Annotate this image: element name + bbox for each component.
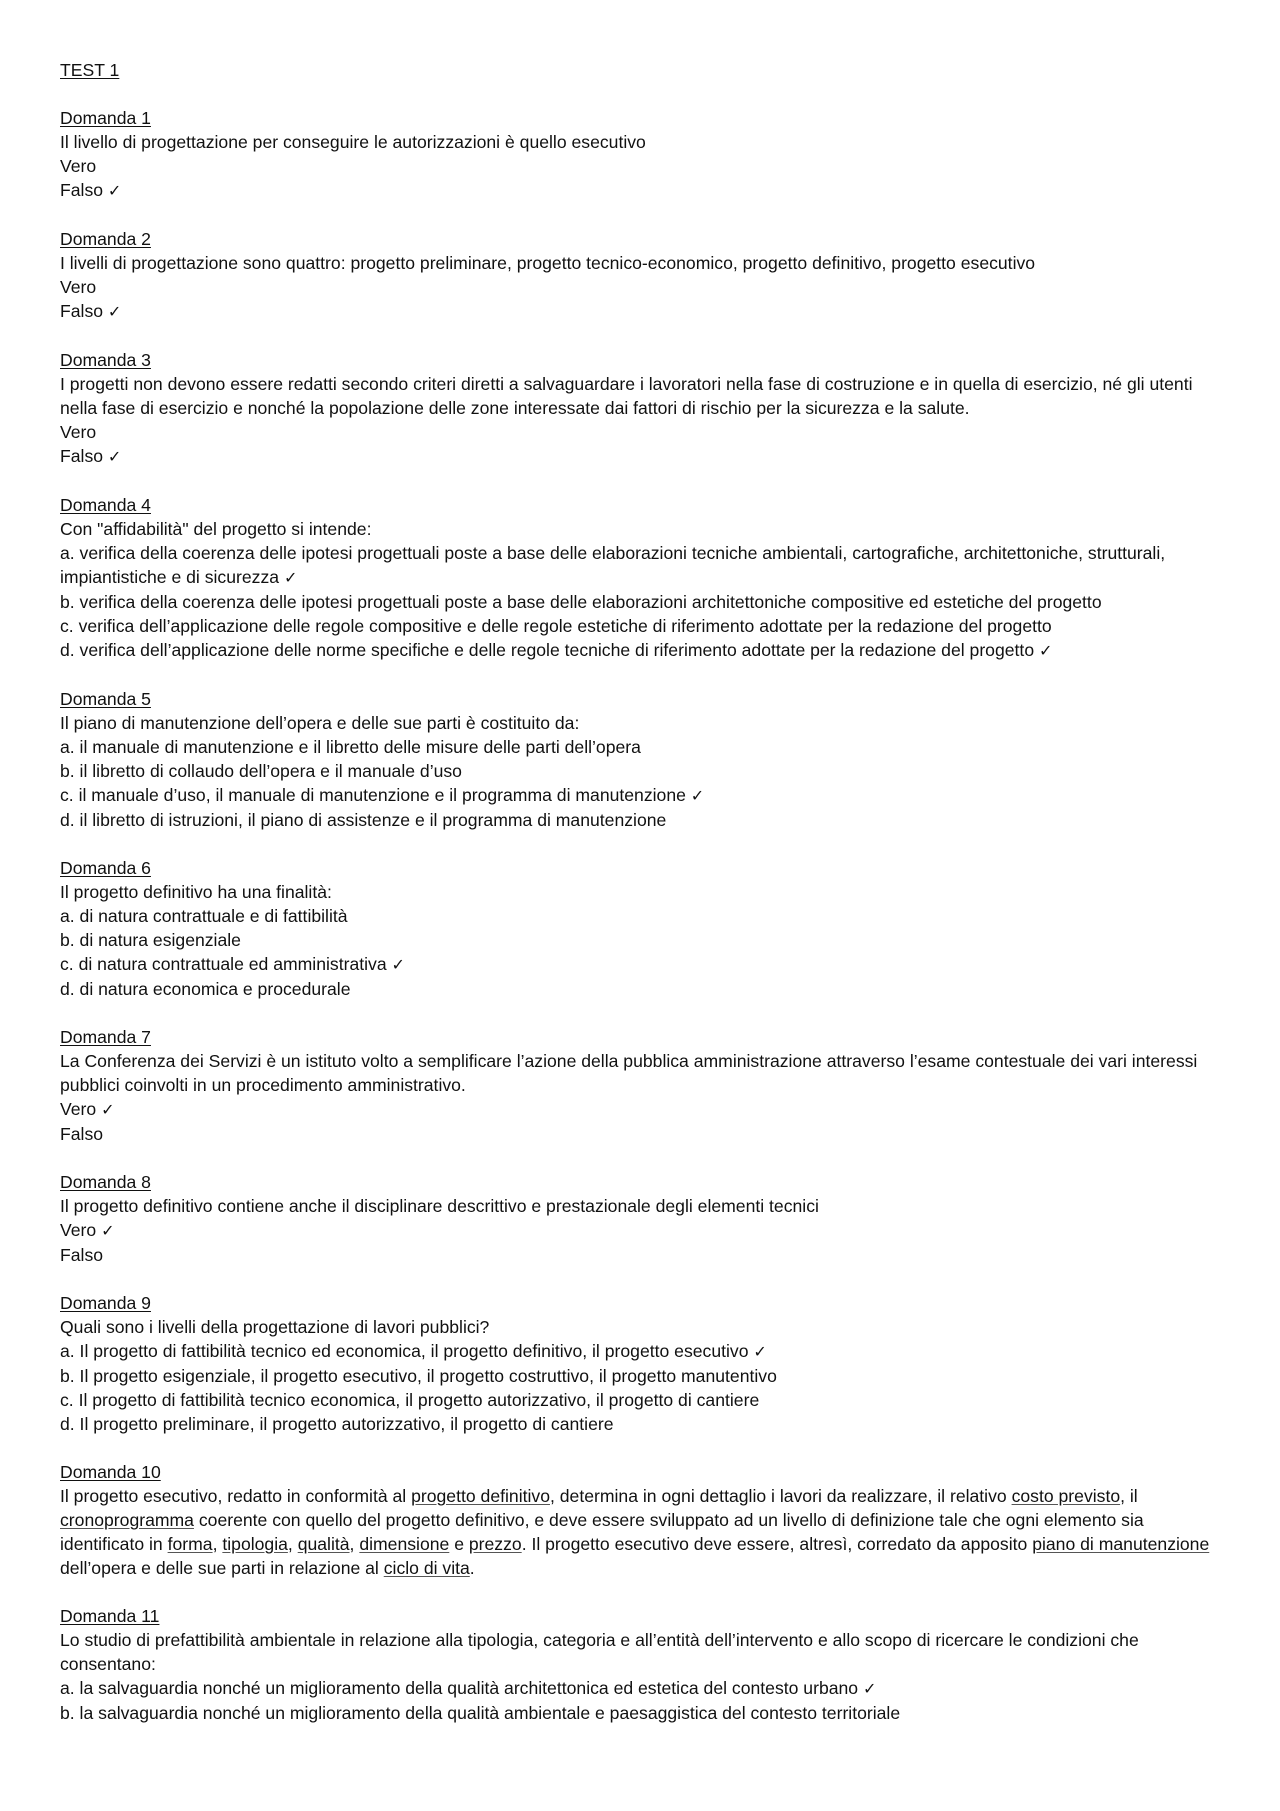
question-block — [60, 493, 1225, 663]
question-heading: Domanda 2 — [60, 229, 151, 249]
question-text: Con "affidabilità" del progetto si intende: — [60, 519, 372, 539]
question-block — [60, 1604, 1225, 1725]
answer-option — [60, 1122, 1225, 1146]
answer-option — [60, 541, 1225, 590]
underlined-term: qualità — [297, 1534, 350, 1554]
underlined-term: dimensione — [359, 1534, 450, 1554]
text-segment: . Il progetto esecutivo deve essere, altresì, corredato da apposito — [521, 1534, 1033, 1554]
check-mark-icon: ✓ — [101, 1221, 115, 1240]
question-text: Il livello di progettazione per conseguire le autorizzazioni è quello esecutivo — [60, 132, 646, 152]
question-heading: Domanda 3 — [60, 350, 151, 370]
check-mark-icon: ✓ — [690, 786, 705, 805]
question-text: Lo studio di prefattibilità ambientale in relazione alla tipologia, categoria e all’entità dell’intervento e allo scopo di ricercare le condizioni che consentano: — [60, 1630, 1139, 1674]
check-mark-icon: ✓ — [753, 1342, 767, 1361]
question-text: Il progetto definitivo ha una finalità: — [60, 882, 332, 902]
answer-option-label: c. Il progetto di fattibilità tecnico economica, il progetto autorizzativo, il progetto di cantiere — [60, 1390, 760, 1410]
answer-option-label: Falso — [60, 180, 104, 200]
question-heading: Domanda 4 — [60, 495, 151, 515]
check-mark-icon: ✓ — [1039, 641, 1053, 660]
question-block — [60, 856, 1225, 1001]
question-text: I livelli di progettazione sono quattro: progetto preliminare, progetto tecnico-economico, progetto definitivo, progetto esecutivo — [60, 253, 1036, 273]
answer-option — [60, 275, 1225, 299]
answer-option-label: a. verifica della coerenza delle ipotesi progettuali poste a base delle elaborazioni tecniche ambientali, cartografiche, architettoniche, strutturali, impiantistiche e di sicurezza — [60, 543, 1166, 587]
answer-option-label: Falso — [60, 301, 104, 321]
answer-option-label: a. il manuale di manutenzione e il libretto delle misure delle parti dell’opera — [60, 737, 641, 757]
text-segment: dell’opera e delle sue parti in relazione al — [60, 1558, 384, 1578]
answer-option-label: Vero — [60, 422, 97, 442]
answer-option — [60, 977, 1225, 1001]
answer-option — [60, 178, 1225, 203]
answer-option-label: b. il libretto di collaudo dell’opera e il manuale d’uso — [60, 761, 462, 781]
answer-option — [60, 420, 1225, 444]
text-segment: , il — [1120, 1486, 1138, 1506]
answer-option — [60, 614, 1225, 638]
answer-option-label: d. verifica dell’applicazione delle norme specifiche e delle regole tecniche di riferimento adottate per la redazione del progetto — [60, 640, 1035, 660]
question-block — [60, 1170, 1225, 1267]
check-mark-icon: ✓ — [107, 447, 122, 466]
text-segment: , — [287, 1534, 298, 1554]
answer-option — [60, 299, 1225, 324]
check-mark-icon: ✓ — [101, 1100, 115, 1119]
document-title: TEST 1 — [60, 60, 120, 80]
answer-option-label: a. di natura contrattuale e di fattibilità — [60, 906, 348, 926]
text-segment: , — [349, 1534, 360, 1554]
answer-option-label: Vero — [60, 1099, 97, 1119]
answer-option-label: b. Il progetto esigenziale, il progetto esecutivo, il progetto costruttivo, il progetto manutentivo — [60, 1366, 777, 1386]
answer-option-label: d. di natura economica e procedurale — [60, 979, 351, 999]
answer-option — [60, 1701, 1225, 1725]
question-heading: Domanda 11 — [60, 1606, 160, 1626]
check-mark-icon: ✓ — [107, 181, 122, 200]
check-mark-icon: ✓ — [283, 568, 298, 587]
check-mark-icon: ✓ — [862, 1679, 877, 1698]
answer-option — [60, 1412, 1225, 1436]
answer-option-label: Vero — [60, 156, 97, 176]
question-heading: Domanda 6 — [60, 858, 151, 878]
question-text: La Conferenza dei Servizi è un istituto volto a semplificare l’azione della pubblica amministrazione attraverso l’esame contestuale dei vari interessi pubblici coinvolti in un procedimento amministrativo. — [60, 1051, 1198, 1095]
answer-option — [60, 154, 1225, 178]
check-mark-icon: ✓ — [391, 955, 405, 974]
question-heading: Domanda 9 — [60, 1293, 151, 1313]
question-text: Il piano di manutenzione dell’opera e delle sue parti è costituito da: — [60, 713, 580, 733]
answer-option — [60, 590, 1225, 614]
underlined-term: piano di manutenzione — [1032, 1534, 1210, 1554]
text-segment: , — [212, 1534, 223, 1554]
question-block — [60, 1025, 1225, 1146]
check-mark-icon: ✓ — [107, 302, 122, 321]
answer-option — [60, 759, 1225, 783]
answer-option — [60, 1243, 1225, 1267]
answer-option-label: c. il manuale d’uso, il manuale di manutenzione e il programma di manutenzione — [60, 785, 686, 805]
question-list — [60, 106, 1225, 1725]
answer-option-label: b. verifica della coerenza delle ipotesi progettuali poste a base delle elaborazioni architettoniche compositive ed estetiche del progetto — [60, 592, 1102, 612]
answer-option — [60, 928, 1225, 952]
question-text: I progetti non devono essere redatti secondo criteri diretti a salvaguardare i lavoratori nella fase di costruzione e in quella di esercizio, né gli utenti nella fase di esercizio e nonché la popolazione delle zone interessate dai fattori di rischio per la sicurezza e la salute. — [60, 374, 1193, 418]
answer-option — [60, 1218, 1225, 1243]
answer-option-label: Falso — [60, 1124, 104, 1144]
answer-option — [60, 808, 1225, 832]
answer-option-label: c. di natura contrattuale ed amministrativa — [60, 954, 392, 974]
answer-option — [60, 952, 1225, 977]
answer-option — [60, 1339, 1225, 1364]
underlined-term: progetto definitivo — [411, 1486, 550, 1506]
question-text — [60, 1484, 1225, 1580]
question-heading: Domanda 8 — [60, 1172, 151, 1192]
answer-option-label: a. la salvaguardia nonché un miglioramento della qualità architettonica ed estetica del contesto urbano — [60, 1678, 863, 1698]
answer-option-label: b. la salvaguardia nonché un miglioramento della qualità ambientale e paesaggistica del contesto territoriale — [60, 1703, 901, 1723]
answer-option — [60, 444, 1225, 469]
question-block — [60, 1460, 1225, 1580]
underlined-term: prezzo — [468, 1534, 522, 1554]
question-text: Quali sono i livelli della progettazione di lavori pubblici? — [60, 1317, 490, 1337]
underlined-term: tipologia — [222, 1534, 288, 1554]
document-page — [60, 58, 1225, 1749]
question-block — [60, 687, 1225, 832]
text-segment: Il progetto esecutivo, redatto in conformità al — [60, 1486, 412, 1506]
answer-option — [60, 735, 1225, 759]
answer-option — [60, 1364, 1225, 1388]
underlined-term: cronoprogramma — [60, 1510, 194, 1530]
text-segment: , determina in ogni dettaglio i lavori da realizzare, il relativo — [549, 1486, 1012, 1506]
question-heading: Domanda 5 — [60, 689, 151, 709]
text-segment: . — [469, 1558, 475, 1578]
answer-option — [60, 783, 1225, 808]
question-heading: Domanda 7 — [60, 1027, 151, 1047]
underlined-term: ciclo di vita — [383, 1558, 470, 1578]
answer-option-label: d. Il progetto preliminare, il progetto autorizzativo, il progetto di cantiere — [60, 1414, 614, 1434]
answer-option-label: d. il libretto di istruzioni, il piano di assistenze e il programma di manutenzione — [60, 810, 667, 830]
answer-option — [60, 904, 1225, 928]
answer-option-label: b. di natura esigenziale — [60, 930, 241, 950]
underlined-term: forma — [167, 1534, 213, 1554]
question-block — [60, 227, 1225, 324]
question-block — [60, 106, 1225, 203]
answer-option — [60, 1097, 1225, 1122]
answer-option-label: Vero — [60, 1220, 97, 1240]
question-heading: Domanda 10 — [60, 1462, 161, 1482]
question-block — [60, 348, 1225, 469]
question-heading: Domanda 1 — [60, 108, 151, 128]
text-segment: coerente con quello del progetto definitivo, e deve essere sviluppato ad un livello di definizione tale che ogni elemento sia identificato in — [60, 1510, 1144, 1554]
answer-option-label: a. Il progetto di fattibilità tecnico ed economica, il progetto definitivo, il progetto esecutivo — [60, 1341, 749, 1361]
answer-option-label: Falso — [60, 446, 104, 466]
underlined-term: costo previsto — [1011, 1486, 1121, 1506]
answer-option — [60, 1388, 1225, 1412]
answer-option-label: c. verifica dell’applicazione delle regole compositive e delle regole estetiche di riferimento adottate per la redazione del progetto — [60, 616, 1052, 636]
answer-option — [60, 1676, 1225, 1701]
answer-option-label: Vero — [60, 277, 97, 297]
question-text: Il progetto definitivo contiene anche il disciplinare descrittivo e prestazionale degli elementi tecnici — [60, 1196, 819, 1216]
answer-option-label: Falso — [60, 1245, 104, 1265]
text-segment: e — [449, 1534, 469, 1554]
question-block — [60, 1291, 1225, 1436]
answer-option — [60, 638, 1225, 663]
